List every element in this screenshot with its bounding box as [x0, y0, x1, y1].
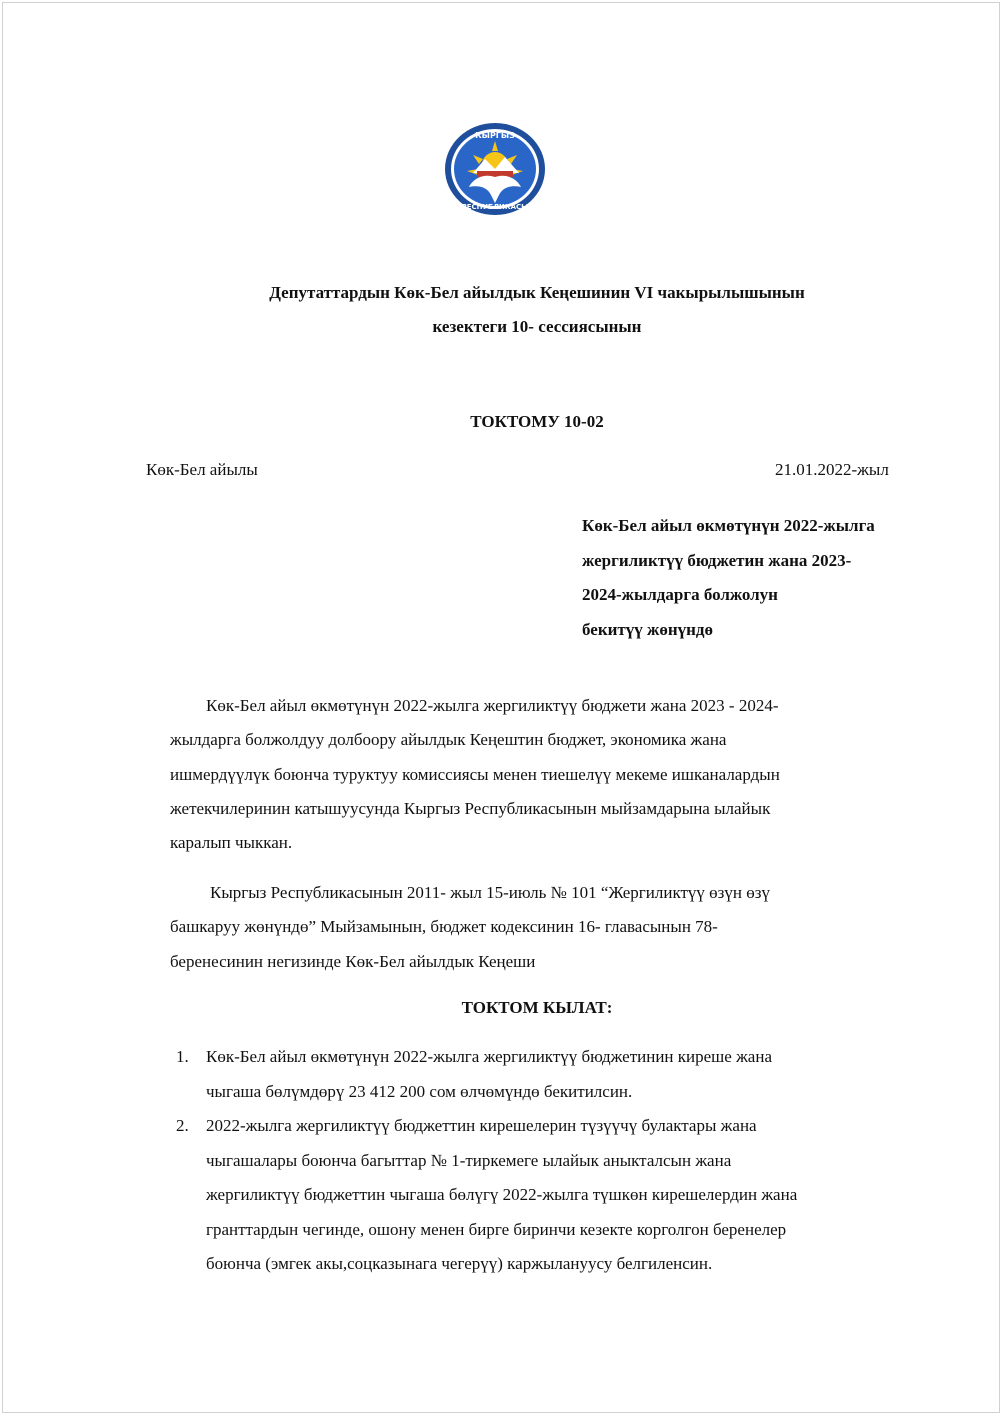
- list-item-number: 1.: [176, 1047, 189, 1066]
- list-item-number: 2.: [176, 1116, 189, 1135]
- subject-line: Көк-Бел айыл өкмөтүнүн 2022-жылга: [582, 516, 875, 535]
- header-line-1: Депутаттардын Көк-Бел айылдык Кеңешинин VI чакырылышынын: [269, 283, 805, 302]
- list-item: [170, 1040, 930, 1109]
- list-item: [170, 1109, 930, 1282]
- subject-block: [582, 509, 942, 647]
- place-name: Көк-Бел айылы: [146, 460, 258, 479]
- paragraph-line: Көк-Бел айыл өкмөтүнүн 2022-жылга жергиликтүү бюджети жана 2023 - 2024-: [206, 696, 779, 715]
- paragraph-1: [170, 689, 910, 860]
- emblem-bottom-text: РЕСПУБЛИКАСЫ: [461, 203, 529, 211]
- paragraph-line: ишмердүүлүк боюнча туруктуу комиссиясы менен тиешелүү мекеме ишканалардын: [170, 764, 780, 784]
- list-item-line: боюнча (эмгек акы,соцказынага чегерүү) каржылануусу белгиленсин.: [206, 1254, 713, 1273]
- list-item-line: 2022-жылга жергиликтүү бюджеттин кирешелерин түзүүчү булактары жана: [206, 1116, 757, 1135]
- document-date: 21.01.2022-жыл: [775, 460, 889, 479]
- paragraph-line: каралып чыккан.: [170, 833, 293, 853]
- paragraph-2: [170, 876, 910, 979]
- decree-heading: ТОКТОМ КЫЛАТ:: [461, 998, 613, 1017]
- state-emblem-icon: [443, 121, 547, 217]
- subject-line: 2024-жылдарга болжолун: [582, 585, 778, 604]
- header-line-2: кезектеги 10- сессиясынын: [432, 317, 642, 336]
- list-item-line: Көк-Бел айыл өкмөтүнүн 2022-жылга жергиликтүү бюджетинин киреше жана: [206, 1047, 772, 1066]
- list-item-line: чыгаша бөлүмдөрү 23 412 200 сом өлчөмүндө бекитилсин.: [206, 1081, 633, 1101]
- list-item-line: гранттардын чегинде, ошону менен бирге биринчи кезекте корголгон беренелер: [206, 1219, 787, 1239]
- document-title: ТОКТОМУ 10-02: [470, 412, 604, 431]
- decree-list: [170, 1040, 930, 1282]
- paragraph-line: башкаруу жөнүндө” Мыйзамынын, бюджет кодексинин 16- главасынын 78-: [170, 917, 718, 937]
- paragraph-line: Кыргыз Республикасынын 2011- жыл 15-июль № 101 “Жергиликтүү өзүн өзү: [210, 883, 770, 902]
- subject-line: бекитүү жөнүндө: [582, 619, 714, 639]
- list-item-line: чыгашалары боюнча багыттар № 1-тиркемеге ылайык аныкталсын жана: [206, 1150, 732, 1170]
- emblem-top-text: КЫРГЫЗ: [475, 131, 515, 140]
- paragraph-line: жетекчилеринин катышуусунда Кыргыз Республикасынын мыйзамдарына ылайык: [170, 798, 771, 818]
- paragraph-line: жылдарга болжолдуу долбоору айылдык Кеңештин бюджет, экономика жана: [170, 730, 727, 750]
- subject-line: жергиликтүү бюджетин жана 2023-: [582, 550, 852, 570]
- paragraph-line: беренесинин негизинде Көк-Бел айылдык Кеңеши: [170, 951, 536, 971]
- list-item-line: жергиликтүү бюджеттин чыгаша бөлүгү 2022-жылга түшкөн кирешелердин жана: [206, 1185, 798, 1204]
